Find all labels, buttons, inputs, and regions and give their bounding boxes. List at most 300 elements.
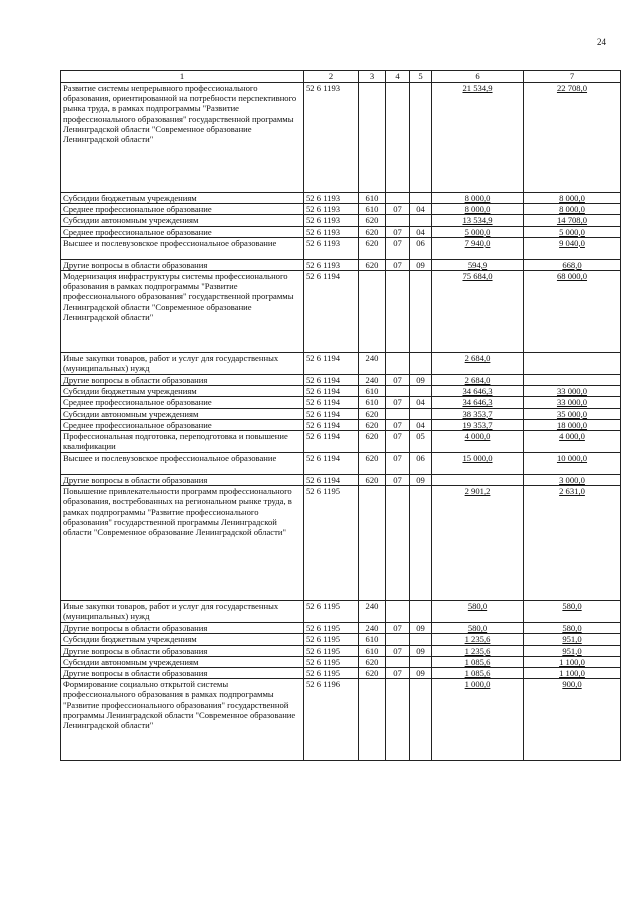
row-code-text: 52 6 1193 — [306, 193, 341, 203]
row-subsection — [410, 353, 432, 375]
row-amount-col7-text: 951,0 — [562, 634, 582, 645]
row-amount-col7-text: 951,0 — [562, 645, 582, 656]
row-amount-col6 — [432, 259, 524, 270]
row-subsection-text: 04 — [416, 226, 425, 237]
row-expense-type — [359, 375, 386, 386]
table-row — [61, 645, 621, 656]
row-amount-col6-text: 7 940,0 — [464, 237, 491, 248]
row-section-text: 07 — [393, 237, 402, 248]
table-row — [61, 431, 621, 453]
row-section-text: 07 — [393, 475, 402, 486]
row-subsection-text: 05 — [416, 431, 425, 442]
row-amount-col7-text: 580,0 — [562, 601, 582, 612]
row-amount-col6 — [432, 271, 524, 353]
row-expense-type-text: 620 — [365, 237, 379, 248]
row-amount-col6 — [432, 601, 524, 623]
row-section — [386, 204, 410, 215]
row-section-text: 07 — [393, 419, 402, 430]
row-amount-col6-text: 1 085,6 — [464, 656, 491, 667]
row-amount-col6-text: 34 646,3 — [462, 397, 493, 408]
row-name — [61, 204, 304, 215]
row-amount-col7-text: 1 100,0 — [559, 668, 585, 679]
row-amount-col7-text: 33 000,0 — [556, 397, 588, 408]
row-expense-type — [359, 259, 386, 270]
row-code-text: 52 6 1195 — [306, 601, 341, 612]
table-body — [61, 83, 621, 761]
row-name-text: Другие вопросы в области образования — [63, 475, 208, 486]
row-amount-col6-text: 13 534,9 — [462, 215, 493, 226]
row-section-text: 07 — [393, 375, 402, 386]
row-amount-col7 — [524, 83, 621, 193]
row-expense-type — [359, 656, 386, 667]
row-amount-col7 — [524, 668, 621, 679]
row-amount-col6 — [432, 386, 524, 397]
row-expense-type — [359, 431, 386, 453]
row-subsection — [410, 668, 432, 679]
row-subsection — [410, 259, 432, 270]
row-amount-col6-text: 5 000,0 — [464, 226, 491, 237]
row-code-text: 52 6 1193 — [306, 204, 341, 215]
row-subsection — [410, 419, 432, 430]
row-section-text: 07 — [393, 397, 402, 408]
row-name-text: Высшее и послевузовское профессиональное образование — [63, 453, 277, 464]
row-amount-col6 — [432, 226, 524, 237]
row-code — [304, 623, 359, 634]
row-code-text: 52 6 1193 — [306, 237, 341, 248]
row-code-text: 52 6 1194 — [306, 419, 341, 430]
row-amount-col6 — [432, 623, 524, 634]
row-expense-type-text: 610 — [365, 645, 379, 656]
row-code-text: 52 6 1193 — [306, 215, 341, 226]
row-section — [386, 419, 410, 430]
row-code-text: 52 6 1194 — [306, 375, 341, 386]
table-row — [61, 419, 621, 430]
row-amount-col6-text: 34 646,3 — [462, 386, 493, 397]
row-expense-type — [359, 419, 386, 430]
row-amount-col6 — [432, 204, 524, 215]
row-amount-col7-text: 22 708,0 — [556, 83, 588, 93]
row-subsection-text: 09 — [416, 645, 425, 656]
row-code-text: 52 6 1195 — [306, 486, 341, 497]
row-amount-col6-text: 8 000,0 — [464, 193, 491, 203]
row-name — [61, 475, 304, 486]
row-amount-col7 — [524, 353, 621, 375]
row-amount-col7-text: 9 040,0 — [559, 237, 585, 248]
row-name-text: Субсидии бюджетным учреждениям — [63, 634, 197, 645]
row-code — [304, 259, 359, 270]
row-subsection-text: 04 — [416, 419, 425, 430]
row-name — [61, 375, 304, 386]
row-amount-col7-text: 18 000,0 — [556, 419, 588, 430]
row-amount-col7 — [524, 386, 621, 397]
row-subsection — [410, 408, 432, 419]
row-name — [61, 271, 304, 353]
row-code — [304, 237, 359, 259]
row-name — [61, 215, 304, 226]
budget-table — [60, 70, 621, 761]
row-name-text: Другие вопросы в области образования — [63, 623, 208, 634]
row-amount-col6 — [432, 656, 524, 667]
row-code — [304, 634, 359, 645]
row-subsection — [410, 386, 432, 397]
row-amount-col6 — [432, 475, 524, 486]
table-row — [61, 679, 621, 761]
row-amount-col6 — [432, 453, 524, 475]
row-amount-col7 — [524, 431, 621, 453]
row-name-text: Среднее профессиональное образование — [63, 419, 212, 430]
row-name-text: Другие вопросы в области образования — [63, 668, 208, 679]
row-name — [61, 386, 304, 397]
row-section — [386, 453, 410, 475]
row-expense-type-text: 610 — [365, 397, 379, 408]
row-name-text: Другие вопросы в области образования — [63, 645, 208, 656]
table-row — [61, 601, 621, 623]
row-code — [304, 226, 359, 237]
row-code — [304, 679, 359, 761]
row-subsection — [410, 623, 432, 634]
row-section — [386, 386, 410, 397]
table-row — [61, 623, 621, 634]
row-amount-col7 — [524, 271, 621, 353]
row-subsection-text: 06 — [416, 237, 425, 248]
row-section-text: 07 — [393, 204, 402, 215]
table-row — [61, 215, 621, 226]
row-subsection-text: 09 — [416, 475, 425, 486]
row-expense-type — [359, 679, 386, 761]
row-name-text: Субсидии автономным учреждениям — [63, 215, 199, 226]
row-subsection — [410, 634, 432, 645]
row-expense-type-text: 610 — [365, 386, 379, 397]
row-code-text: 52 6 1194 — [306, 386, 341, 397]
row-section — [386, 656, 410, 667]
row-section — [386, 259, 410, 270]
row-name — [61, 656, 304, 667]
row-code — [304, 431, 359, 453]
row-code — [304, 83, 359, 193]
row-name — [61, 193, 304, 204]
row-amount-col6 — [432, 419, 524, 430]
table-row — [61, 271, 621, 353]
row-name — [61, 353, 304, 375]
row-amount-col7 — [524, 679, 621, 761]
row-code-text: 52 6 1196 — [306, 679, 341, 690]
row-code-text: 52 6 1194 — [306, 475, 341, 486]
row-section — [386, 193, 410, 204]
row-subsection-text: 09 — [416, 668, 425, 679]
row-subsection-text: 09 — [416, 375, 425, 386]
row-expense-type — [359, 668, 386, 679]
row-amount-col7-text: 68 000,0 — [556, 271, 588, 282]
row-name — [61, 623, 304, 634]
col-header-3: 3 — [359, 71, 386, 83]
row-subsection — [410, 397, 432, 408]
row-amount-col6-text: 1 235,6 — [464, 645, 491, 656]
row-amount-col6 — [432, 408, 524, 419]
row-expense-type — [359, 397, 386, 408]
row-amount-col6-text: 1 235,6 — [464, 634, 491, 645]
row-amount-col7-text: 3 000,0 — [559, 475, 585, 486]
row-amount-col6-text: 4 000,0 — [464, 431, 491, 442]
row-expense-type — [359, 408, 386, 419]
row-section — [386, 679, 410, 761]
row-code-text: 52 6 1195 — [306, 634, 341, 645]
row-subsection — [410, 679, 432, 761]
row-section — [386, 601, 410, 623]
row-subsection — [410, 601, 432, 623]
row-name-text: Среднее профессиональное образование — [63, 397, 212, 408]
row-amount-col7-text: 33 000,0 — [556, 386, 588, 397]
row-expense-type — [359, 193, 386, 204]
row-section-text: 07 — [393, 259, 402, 270]
row-amount-col7 — [524, 397, 621, 408]
table-row — [61, 397, 621, 408]
row-section-text: 07 — [393, 645, 402, 656]
row-name-text: Другие вопросы в области образования — [63, 259, 208, 270]
row-name — [61, 645, 304, 656]
row-amount-col7 — [524, 408, 621, 419]
row-code — [304, 601, 359, 623]
row-expense-type — [359, 601, 386, 623]
row-subsection — [410, 645, 432, 656]
row-amount-col7-text: 2 631,0 — [559, 486, 585, 497]
row-subsection — [410, 453, 432, 475]
table-row — [61, 386, 621, 397]
table-row — [61, 204, 621, 215]
row-amount-col7-text: 35 000,0 — [556, 408, 588, 419]
row-expense-type-text: 620 — [365, 215, 379, 226]
row-amount-col7-text: 668,0 — [562, 259, 582, 270]
row-expense-type-text: 620 — [365, 259, 379, 270]
row-code-text: 52 6 1194 — [306, 408, 341, 419]
row-code-text: 52 6 1195 — [306, 623, 341, 634]
row-code-text: 52 6 1195 — [306, 668, 341, 679]
row-amount-col6-text: 38 353,7 — [462, 408, 493, 419]
row-expense-type-text: 240 — [365, 601, 379, 612]
row-amount-col6 — [432, 237, 524, 259]
row-code-text: 52 6 1195 — [306, 656, 341, 667]
row-code — [304, 397, 359, 408]
col-header-6: 6 — [432, 71, 524, 83]
page-number: 24 — [597, 37, 606, 47]
row-section — [386, 215, 410, 226]
row-expense-type — [359, 83, 386, 193]
row-expense-type — [359, 271, 386, 353]
row-amount-col6 — [432, 83, 524, 193]
row-section-text: 07 — [393, 453, 402, 464]
row-amount-col6-text: 19 353,7 — [462, 419, 493, 430]
row-expense-type — [359, 486, 386, 601]
row-section — [386, 645, 410, 656]
row-amount-col6 — [432, 193, 524, 204]
row-section — [386, 486, 410, 601]
row-expense-type — [359, 215, 386, 226]
row-amount-col7 — [524, 419, 621, 430]
row-code — [304, 353, 359, 375]
row-section-text: 07 — [393, 431, 402, 442]
table-row — [61, 668, 621, 679]
row-section-text: 07 — [393, 226, 402, 237]
row-expense-type-text: 620 — [365, 408, 379, 419]
row-code-text: 52 6 1194 — [306, 353, 341, 364]
row-code — [304, 475, 359, 486]
row-amount-col7-text: 8 000,0 — [559, 193, 585, 203]
row-expense-type-text: 620 — [365, 431, 379, 442]
row-name — [61, 634, 304, 645]
row-subsection-text: 06 — [416, 453, 425, 464]
row-subsection-text: 04 — [416, 204, 425, 215]
row-name — [61, 431, 304, 453]
row-amount-col6 — [432, 431, 524, 453]
col-header-7: 7 — [524, 71, 621, 83]
row-name-text: Среднее профессиональное образование — [63, 226, 212, 237]
row-subsection — [410, 486, 432, 601]
row-amount-col7-text: 580,0 — [562, 623, 582, 634]
row-amount-col6-text: 2 684,0 — [464, 353, 491, 364]
row-code — [304, 204, 359, 215]
row-section — [386, 237, 410, 259]
row-code-text: 52 6 1193 — [306, 226, 341, 237]
row-amount-col6-text: 1 085,6 — [464, 668, 491, 679]
table-row — [61, 453, 621, 475]
row-code — [304, 215, 359, 226]
row-section — [386, 475, 410, 486]
row-amount-col6 — [432, 375, 524, 386]
row-code — [304, 193, 359, 204]
table-row — [61, 375, 621, 386]
col-header-1: 1 — [61, 71, 304, 83]
row-amount-col6-text: 594,9 — [467, 259, 488, 270]
row-amount-col7 — [524, 475, 621, 486]
row-expense-type — [359, 353, 386, 375]
row-amount-col7-text: 10 000,0 — [556, 453, 588, 464]
row-expense-type — [359, 386, 386, 397]
row-amount-col6 — [432, 634, 524, 645]
row-name-text: Субсидии бюджетным учреждениям — [63, 386, 197, 397]
row-amount-col7 — [524, 623, 621, 634]
row-section — [386, 353, 410, 375]
row-section — [386, 375, 410, 386]
row-name — [61, 397, 304, 408]
row-amount-col7 — [524, 204, 621, 215]
table-row — [61, 634, 621, 645]
row-subsection — [410, 656, 432, 667]
row-amount-col6 — [432, 353, 524, 375]
row-name-text: Модернизация инфраструктуры системы профессионального образования в рамках подпрограммы "Развитие профессионального образования" государственной программы Ленинградской области "Современное образование Ленинградской области" — [63, 271, 294, 322]
row-name — [61, 679, 304, 761]
row-amount-col7-text: 1 100,0 — [559, 656, 585, 667]
row-name-text: Субсидии автономным учреждениям — [63, 408, 199, 419]
table-row — [61, 193, 621, 204]
row-code — [304, 453, 359, 475]
row-subsection — [410, 204, 432, 215]
row-expense-type-text: 620 — [365, 668, 379, 679]
row-name-text: Высшее и послевузовское профессиональное образование — [63, 237, 277, 248]
row-amount-col6 — [432, 486, 524, 601]
row-expense-type-text: 240 — [365, 353, 379, 364]
row-expense-type-text: 620 — [365, 475, 379, 486]
row-amount-col7 — [524, 486, 621, 601]
row-amount-col6-text: 15 000,0 — [462, 453, 493, 464]
row-expense-type — [359, 645, 386, 656]
col-header-2: 2 — [304, 71, 359, 83]
row-amount-col6-text: 75 684,0 — [462, 271, 493, 282]
row-expense-type-text: 620 — [365, 453, 379, 464]
row-amount-col7 — [524, 634, 621, 645]
row-name-text: Субсидии бюджетным учреждениям — [63, 193, 197, 203]
row-subsection — [410, 83, 432, 193]
row-expense-type — [359, 634, 386, 645]
table-row — [61, 475, 621, 486]
row-name — [61, 668, 304, 679]
row-subsection — [410, 193, 432, 204]
row-name-text: Субсидии автономным учреждениям — [63, 656, 199, 667]
row-section — [386, 83, 410, 193]
row-code-text: 52 6 1195 — [306, 645, 341, 656]
row-code — [304, 408, 359, 419]
row-name — [61, 259, 304, 270]
header-row — [61, 71, 621, 83]
row-name — [61, 601, 304, 623]
row-name-text: Повышение привлекательности программ профессионального образования, востребованных на региональном рынке труда, в рамках подпрограммы "Развитие профессионального образования" государственной программы Ленинградской области "Современное образование Ленинградской области" — [63, 486, 292, 538]
row-expense-type-text: 620 — [365, 419, 379, 430]
row-name — [61, 226, 304, 237]
row-amount-col6 — [432, 645, 524, 656]
row-code — [304, 486, 359, 601]
row-expense-type-text: 610 — [365, 193, 379, 203]
row-expense-type-text: 620 — [365, 656, 379, 667]
row-amount-col7 — [524, 601, 621, 623]
row-amount-col7 — [524, 453, 621, 475]
row-subsection-text: 09 — [416, 623, 425, 634]
row-expense-type — [359, 226, 386, 237]
row-section-text: 07 — [393, 623, 402, 634]
col-header-5: 5 — [410, 71, 432, 83]
row-subsection — [410, 215, 432, 226]
table-row — [61, 259, 621, 270]
row-code — [304, 656, 359, 667]
row-name — [61, 237, 304, 259]
row-section — [386, 271, 410, 353]
row-expense-type — [359, 237, 386, 259]
row-section — [386, 397, 410, 408]
row-expense-type-text: 620 — [365, 226, 379, 237]
row-code-text: 52 6 1194 — [306, 271, 341, 282]
row-name-text: Среднее профессиональное образование — [63, 204, 212, 215]
row-amount-col6 — [432, 679, 524, 761]
row-code — [304, 668, 359, 679]
row-expense-type-text: 240 — [365, 375, 379, 386]
row-subsection — [410, 226, 432, 237]
row-amount-col7 — [524, 215, 621, 226]
row-subsection — [410, 475, 432, 486]
row-expense-type — [359, 475, 386, 486]
row-amount-col6-text: 2 901,2 — [464, 486, 491, 497]
row-code-text: 52 6 1193 — [306, 259, 341, 270]
row-name-text: Иные закупки товаров, работ и услуг для государственных (муниципальных) нужд — [63, 601, 279, 622]
row-amount-col6 — [432, 668, 524, 679]
row-section — [386, 431, 410, 453]
row-name — [61, 486, 304, 601]
row-section — [386, 623, 410, 634]
row-code-text: 52 6 1194 — [306, 453, 341, 464]
row-amount-col6-text: 580,0 — [467, 601, 488, 612]
row-name-text: Другие вопросы в области образования — [63, 375, 208, 386]
row-code-text: 52 6 1193 — [306, 83, 341, 93]
row-subsection — [410, 271, 432, 353]
row-amount-col7-text: 900,0 — [562, 679, 582, 690]
table-row — [61, 83, 621, 193]
row-section — [386, 634, 410, 645]
